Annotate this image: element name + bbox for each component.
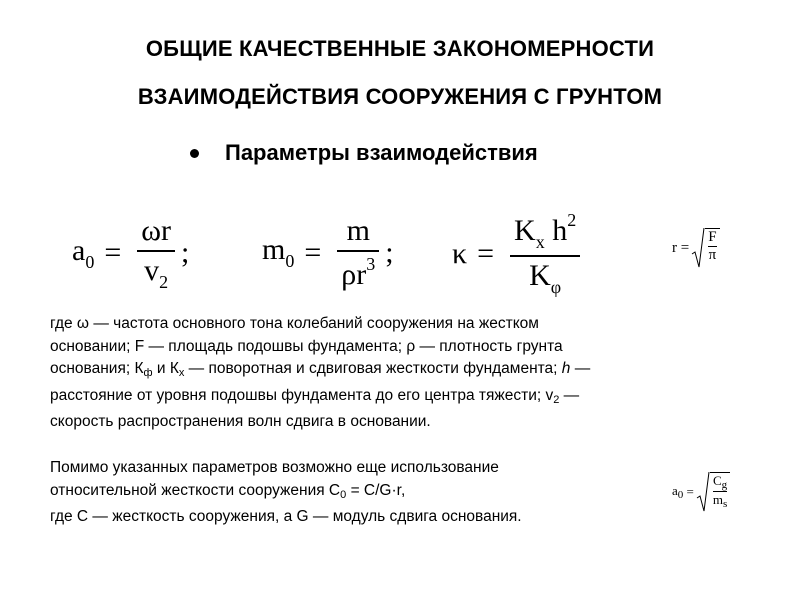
formula-kappa-lhs: κ — [452, 236, 468, 270]
title-line-2: ВЗАИМОДЕЙСТВИЯ СООРУЖЕНИЯ С ГРУНТОМ — [137, 84, 663, 109]
formula-m0 — [262, 214, 394, 292]
stiffness-paragraph: Помимо указанных параметров возможно еще использование относительной жесткости сооружения С0 = С/G·r, где С — жесткость сооружения, а G — модуль сдвига основания. — [50, 459, 522, 525]
title-line-1: ОБЩИЕ КАЧЕСТВЕННЫЕ ЗАКОНОМЕРНОСТИ — [145, 36, 655, 61]
formula-r: r = F π — [672, 228, 720, 268]
formula-a0-fraction: $\frac{\omega r}{v_2}$ — [137, 214, 175, 293]
formula-m0-fraction: $\frac{m}{\rho r^3}$ — [337, 214, 379, 292]
formula-kappa-eq: = — [477, 236, 495, 270]
formula-kappa-fraction: $\frac{K_x h^2}{K_\varphi}$ — [510, 210, 580, 298]
formula-a0-lhs: $a_0$ — [72, 233, 95, 272]
definitions-paragraph: где ω — частота основного тона колебаний сооружения на жестком основании; F — площадь подошвы фундамента; ρ — плотность грунта основания; Кф и Кх — поворотная и сдвиговая жесткости фундамента; h — расстояние от уровня подошвы фундамента до его центра тяжести; v2 — скорость распространения волн сдвига в основании. — [50, 315, 591, 430]
formula-kappa — [452, 210, 586, 298]
formula-m0-sep: ; — [385, 235, 394, 269]
formula-m0-lhs: $m_0$ — [262, 233, 295, 272]
formula-a0-sep: ; — [181, 236, 190, 270]
formula-m0-eq: = — [304, 235, 322, 269]
formula-a0-alt: $a_0$ = $C_g$ $m_s$ — [672, 472, 730, 512]
sqrt-icon: F π — [691, 228, 719, 268]
formula-a0-eq: = — [104, 236, 122, 270]
bullet-dot-icon — [190, 149, 199, 158]
bullet-text: Параметры взаимодействия — [225, 140, 538, 165]
formula-a0 — [72, 214, 189, 293]
sqrt-icon: $C_g$ $m_s$ — [696, 472, 730, 512]
bullet-item — [190, 140, 538, 166]
